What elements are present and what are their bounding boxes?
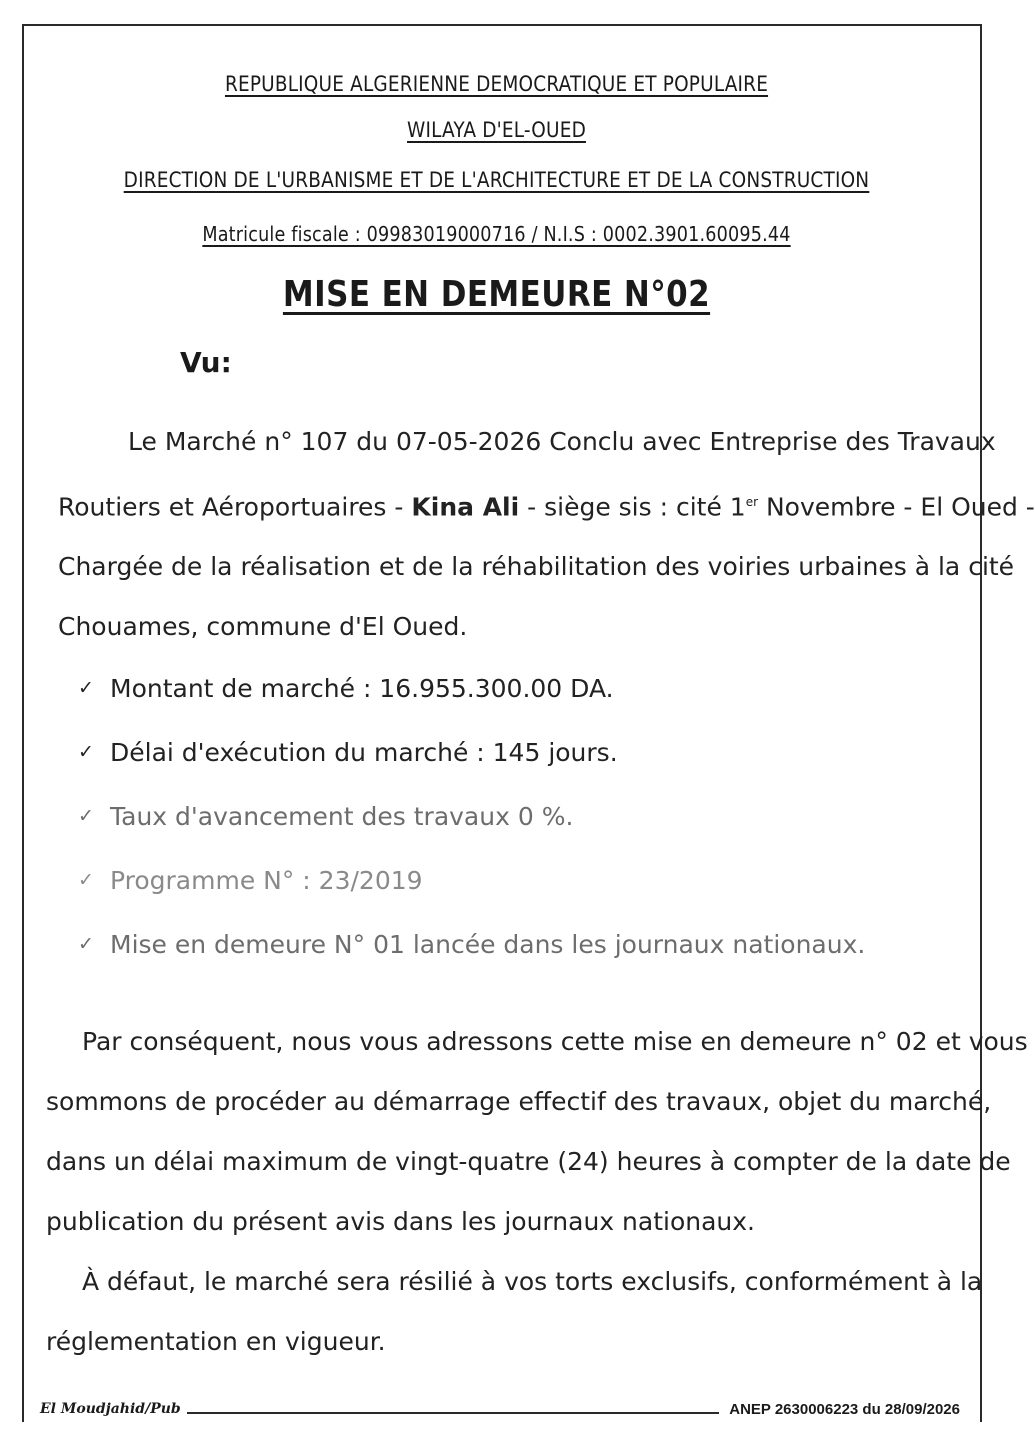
list-item bbox=[78, 912, 938, 976]
footer-rule bbox=[187, 1412, 720, 1414]
contract-line-4: Chouames, commune d'El Oued. bbox=[58, 612, 468, 642]
summons-line-4: publication du présent avis dans les journaux nationaux. bbox=[46, 1207, 755, 1236]
list-item bbox=[78, 656, 938, 720]
default-paragraph bbox=[46, 1252, 983, 1372]
republic-heading: REPUBLIQUE ALGERIENNE DEMOCRATIQUE ET POPULAIRE bbox=[224, 72, 769, 96]
contract-line-1: Le Marché n° 107 du 07-05-2026 Conclu avec Entreprise des Travaux bbox=[128, 427, 996, 456]
contract-amount: Montant de marché : 16.955.300.00 DA. bbox=[110, 673, 614, 703]
wilaya-heading: WILAYA D'EL-OUED bbox=[407, 118, 586, 142]
contract-line-2a: Routiers et Aéroportuaires - bbox=[58, 492, 412, 522]
checkmark-icon: ✓ bbox=[78, 677, 94, 699]
execution-delay: Délai d'exécution du marché : 145 jours. bbox=[110, 737, 618, 767]
contract-line-2 bbox=[58, 472, 1035, 537]
checkmark-icon: ✓ bbox=[78, 805, 94, 827]
previous-notice: Mise en demeure N° 01 lancée dans les journaux nationaux. bbox=[110, 929, 866, 959]
anep-reference: ANEP 2630006223 du 28/09/2026 bbox=[729, 1400, 960, 1418]
direction-heading: DIRECTION DE L'URBANISME ET DE L'ARCHITECTURE ET DE LA CONSTRUCTION bbox=[123, 168, 870, 192]
ordinal-superscript: er bbox=[745, 495, 759, 509]
checkmark-icon: ✓ bbox=[78, 869, 94, 891]
contract-paragraph bbox=[58, 412, 1035, 657]
progress-rate: Taux d'avancement des travaux 0 %. bbox=[110, 801, 574, 831]
summons-line-2: sommons de procéder au démarrage effectif des travaux, objet du marché, bbox=[46, 1087, 992, 1116]
company-name: Kina Ali bbox=[411, 492, 520, 522]
default-line-1: À défaut, le marché sera résilié à vos torts exclusifs, conformément à la bbox=[82, 1267, 983, 1296]
publication-footer bbox=[22, 1398, 980, 1420]
summons-paragraph bbox=[46, 1012, 1028, 1252]
newspaper-credit: El Moudjahid/Pub bbox=[40, 1401, 181, 1417]
list-item bbox=[78, 784, 938, 848]
checkmark-icon: ✓ bbox=[78, 933, 94, 955]
summons-line-1: Par conséquent, nous vous adressons cette mise en demeure n° 02 et vous bbox=[82, 1027, 1028, 1056]
contract-details-list bbox=[78, 656, 938, 976]
vu-label: Vu: bbox=[180, 346, 232, 379]
notice-title: MISE EN DEMEURE N°02 bbox=[282, 274, 711, 315]
checkmark-icon: ✓ bbox=[78, 741, 94, 763]
list-item bbox=[78, 848, 938, 912]
fiscal-identifiers: Matricule fiscale : 09983019000716 / N.I.S : 0002.3901.60095.44 bbox=[202, 222, 791, 246]
summons-line-3: dans un délai maximum de vingt-quatre (24) heures à compter de la date de bbox=[46, 1147, 1011, 1176]
contract-line-2c: - siège sis : cité 1 bbox=[519, 492, 746, 522]
contract-line-3: Chargée de la réalisation et de la réhabilitation des voiries urbaines à la cité bbox=[58, 552, 1015, 582]
default-line-2: réglementation en vigueur. bbox=[46, 1327, 386, 1356]
program-number: Programme N° : 23/2019 bbox=[110, 865, 423, 895]
contract-line-2d: Novembre - El Oued - bbox=[758, 492, 1035, 522]
list-item bbox=[78, 720, 938, 784]
